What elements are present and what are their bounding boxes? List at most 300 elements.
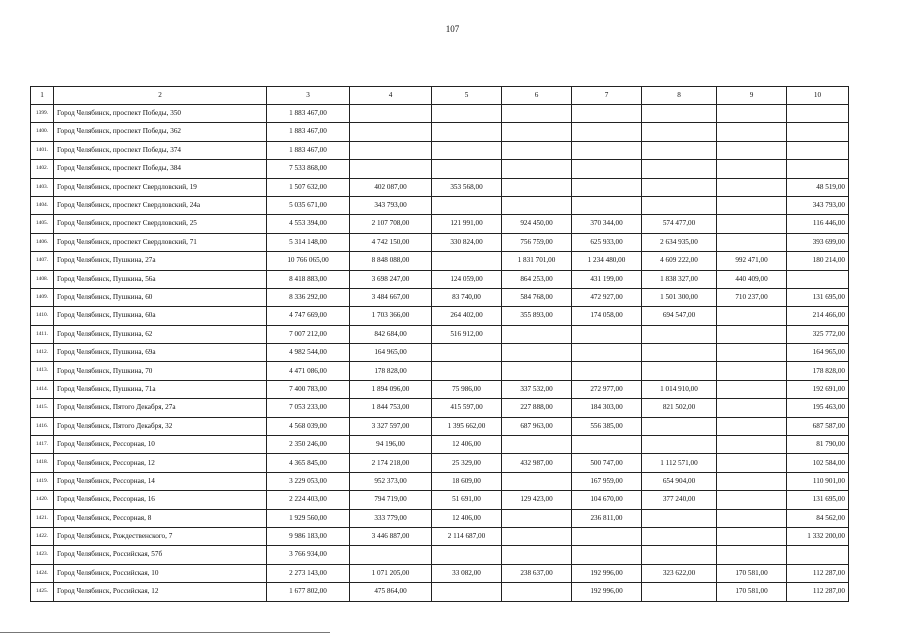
amount-cell: 164 965,00: [350, 344, 432, 362]
row-number-cell: 1405.: [31, 215, 54, 233]
row-number-cell: 1415.: [31, 399, 54, 417]
address-cell: Город Челябинск, Пушкина, 71а: [54, 380, 267, 398]
amount-cell: [432, 123, 502, 141]
amount-cell: 475 864,00: [350, 583, 432, 601]
amount-cell: [502, 123, 572, 141]
amount-cell: 323 622,00: [642, 564, 717, 582]
amount-cell: 18 609,00: [432, 472, 502, 490]
amount-cell: 7 400 783,00: [267, 380, 350, 398]
amount-cell: [787, 160, 849, 178]
table-row: [31, 178, 849, 196]
amount-cell: 516 912,00: [432, 325, 502, 343]
amount-cell: 2 350 246,00: [267, 436, 350, 454]
amount-cell: 4 609 222,00: [642, 252, 717, 270]
table-row: [31, 527, 849, 545]
row-number-cell: 1408.: [31, 270, 54, 288]
amount-cell: [572, 436, 642, 454]
amount-cell: 3 698 247,00: [350, 270, 432, 288]
amount-cell: [572, 344, 642, 362]
amount-cell: [502, 105, 572, 123]
row-number-cell: 1404.: [31, 196, 54, 214]
amount-cell: 167 959,00: [572, 472, 642, 490]
amount-cell: [572, 141, 642, 159]
amount-cell: 25 329,00: [432, 454, 502, 472]
amount-cell: 112 287,00: [787, 564, 849, 582]
row-number-cell: 1421.: [31, 509, 54, 527]
row-number-cell: 1399.: [31, 105, 54, 123]
amount-cell: 333 779,00: [350, 509, 432, 527]
amount-cell: 131 695,00: [787, 288, 849, 306]
address-cell: Город Челябинск, проспект Свердловский, 19: [54, 178, 267, 196]
address-cell: Город Челябинск, проспект Победы, 362: [54, 123, 267, 141]
column-header: 2: [54, 87, 267, 105]
address-cell: Город Челябинск, Рессорная, 12: [54, 454, 267, 472]
amount-cell: 8 418 883,00: [267, 270, 350, 288]
address-cell: Город Челябинск, проспект Свердловский, 25: [54, 215, 267, 233]
table-row: [31, 472, 849, 490]
address-cell: Город Челябинск, Рессорная, 16: [54, 491, 267, 509]
amount-cell: 104 670,00: [572, 491, 642, 509]
amount-cell: [717, 491, 787, 509]
amount-cell: 33 082,00: [432, 564, 502, 582]
amount-cell: 343 793,00: [350, 196, 432, 214]
address-cell: Город Челябинск, Пушкина, 70: [54, 362, 267, 380]
amount-cell: 821 502,00: [642, 399, 717, 417]
amount-cell: 184 303,00: [572, 399, 642, 417]
amount-cell: 2 273 143,00: [267, 564, 350, 582]
amount-cell: 584 768,00: [502, 288, 572, 306]
amount-cell: [717, 307, 787, 325]
amount-cell: 1 071 205,00: [350, 564, 432, 582]
amount-cell: [350, 105, 432, 123]
amount-cell: 8 848 088,00: [350, 252, 432, 270]
table-row: [31, 160, 849, 178]
table-row: [31, 196, 849, 214]
amount-cell: [642, 436, 717, 454]
amount-cell: 432 987,00: [502, 454, 572, 472]
amount-cell: 7 007 212,00: [267, 325, 350, 343]
address-cell: Город Челябинск, Рессорная, 10: [54, 436, 267, 454]
amount-cell: 1 894 096,00: [350, 380, 432, 398]
amount-cell: [717, 527, 787, 545]
amount-cell: [642, 527, 717, 545]
amount-cell: 1 831 701,00: [502, 252, 572, 270]
table-row: [31, 509, 849, 527]
amount-cell: 2 634 935,00: [642, 233, 717, 251]
amount-cell: [432, 252, 502, 270]
address-cell: Город Челябинск, проспект Свердловский, 24а: [54, 196, 267, 214]
amount-cell: 84 562,00: [787, 509, 849, 527]
address-cell: Город Челябинск, Пушкина, 60: [54, 288, 267, 306]
amount-cell: 355 893,00: [502, 307, 572, 325]
row-number-cell: 1403.: [31, 178, 54, 196]
amount-cell: 174 058,00: [572, 307, 642, 325]
amount-cell: 574 477,00: [642, 215, 717, 233]
table-row: [31, 307, 849, 325]
address-cell: Город Челябинск, Пушкина, 62: [54, 325, 267, 343]
amount-cell: [717, 546, 787, 564]
row-number-cell: 1416.: [31, 417, 54, 435]
header-row: [31, 87, 849, 105]
amount-cell: 4 742 150,00: [350, 233, 432, 251]
page-number: 107: [445, 24, 460, 34]
amount-cell: [432, 196, 502, 214]
column-header: 7: [572, 87, 642, 105]
table-row: [31, 362, 849, 380]
address-cell: Город Челябинск, Пушкина, 56а: [54, 270, 267, 288]
amount-cell: [502, 527, 572, 545]
column-header: 8: [642, 87, 717, 105]
amount-cell: 195 463,00: [787, 399, 849, 417]
amount-cell: [432, 105, 502, 123]
amount-cell: [717, 380, 787, 398]
amount-cell: [432, 141, 502, 159]
amount-cell: 2 224 403,00: [267, 491, 350, 509]
table-row: [31, 491, 849, 509]
amount-cell: [502, 436, 572, 454]
amount-cell: [432, 546, 502, 564]
table-row: [31, 546, 849, 564]
amount-cell: 1 929 560,00: [267, 509, 350, 527]
amount-cell: 343 793,00: [787, 196, 849, 214]
amount-cell: 1 883 467,00: [267, 141, 350, 159]
amount-cell: 180 214,00: [787, 252, 849, 270]
amount-cell: [642, 141, 717, 159]
amount-cell: [432, 160, 502, 178]
row-number-cell: 1420.: [31, 491, 54, 509]
amount-cell: 8 336 292,00: [267, 288, 350, 306]
amount-cell: [572, 325, 642, 343]
address-cell: Город Челябинск, Российская, 12: [54, 583, 267, 601]
address-cell: Город Челябинск, Рессорная, 8: [54, 509, 267, 527]
amount-cell: 4 553 394,00: [267, 215, 350, 233]
amount-cell: [502, 178, 572, 196]
amount-cell: [642, 325, 717, 343]
amount-cell: [717, 509, 787, 527]
table-row: [31, 288, 849, 306]
table-row: [31, 233, 849, 251]
table-row: [31, 583, 849, 601]
amount-cell: 4 747 669,00: [267, 307, 350, 325]
amount-cell: 4 982 544,00: [267, 344, 350, 362]
amount-cell: [717, 454, 787, 472]
amount-cell: [642, 344, 717, 362]
row-number-cell: 1402.: [31, 160, 54, 178]
amount-cell: 415 597,00: [432, 399, 502, 417]
amount-cell: 272 977,00: [572, 380, 642, 398]
amount-cell: 7 053 233,00: [267, 399, 350, 417]
amount-cell: 472 927,00: [572, 288, 642, 306]
amount-cell: 864 253,00: [502, 270, 572, 288]
amount-cell: [717, 215, 787, 233]
amount-cell: 431 199,00: [572, 270, 642, 288]
amount-cell: [502, 509, 572, 527]
amount-cell: 12 406,00: [432, 509, 502, 527]
amount-cell: 178 828,00: [787, 362, 849, 380]
amount-cell: 4 365 845,00: [267, 454, 350, 472]
amount-cell: 337 532,00: [502, 380, 572, 398]
row-number-cell: 1409.: [31, 288, 54, 306]
table-row: [31, 105, 849, 123]
amount-cell: [717, 325, 787, 343]
amount-cell: [717, 233, 787, 251]
amount-cell: [350, 160, 432, 178]
amount-cell: 1 014 910,00: [642, 380, 717, 398]
amount-cell: [717, 417, 787, 435]
address-cell: Город Челябинск, Пятого Декабря, 27а: [54, 399, 267, 417]
amount-cell: [350, 123, 432, 141]
amount-cell: 81 790,00: [787, 436, 849, 454]
amount-cell: 500 747,00: [572, 454, 642, 472]
amount-cell: 370 344,00: [572, 215, 642, 233]
amount-cell: [502, 141, 572, 159]
amount-cell: 654 904,00: [642, 472, 717, 490]
amount-cell: [572, 178, 642, 196]
amount-cell: 1 501 300,00: [642, 288, 717, 306]
amount-cell: 330 824,00: [432, 233, 502, 251]
amount-cell: [572, 196, 642, 214]
address-cell: Город Челябинск, Рессорная, 14: [54, 472, 267, 490]
amount-cell: [717, 362, 787, 380]
address-cell: Город Челябинск, Пушкина, 60а: [54, 307, 267, 325]
table-row: [31, 564, 849, 582]
column-header: 6: [502, 87, 572, 105]
row-number-cell: 1410.: [31, 307, 54, 325]
amount-cell: [502, 325, 572, 343]
amount-cell: 3 446 887,00: [350, 527, 432, 545]
amount-cell: 124 059,00: [432, 270, 502, 288]
amount-cell: 129 423,00: [502, 491, 572, 509]
amount-cell: [502, 472, 572, 490]
amount-cell: [572, 362, 642, 380]
amount-cell: [432, 344, 502, 362]
amount-cell: 12 406,00: [432, 436, 502, 454]
amount-cell: [787, 141, 849, 159]
amount-cell: 3 327 597,00: [350, 417, 432, 435]
amount-cell: 756 759,00: [502, 233, 572, 251]
amount-cell: 51 691,00: [432, 491, 502, 509]
amount-cell: [642, 123, 717, 141]
address-cell: Город Челябинск, Российская, 57б: [54, 546, 267, 564]
amount-cell: 1 838 327,00: [642, 270, 717, 288]
table-row: [31, 344, 849, 362]
row-number-cell: 1418.: [31, 454, 54, 472]
amount-cell: 121 991,00: [432, 215, 502, 233]
amount-cell: 236 811,00: [572, 509, 642, 527]
table-row: [31, 380, 849, 398]
address-cell: Город Челябинск, Пятого Декабря, 32: [54, 417, 267, 435]
amount-cell: 2 174 218,00: [350, 454, 432, 472]
table-row: [31, 270, 849, 288]
amount-cell: 192 996,00: [572, 564, 642, 582]
amount-cell: 377 240,00: [642, 491, 717, 509]
amount-cell: [642, 362, 717, 380]
amount-cell: [502, 362, 572, 380]
row-number-cell: 1414.: [31, 380, 54, 398]
amount-cell: [717, 436, 787, 454]
amount-cell: [502, 344, 572, 362]
amount-cell: [717, 196, 787, 214]
amount-cell: [787, 270, 849, 288]
amount-cell: 170 581,00: [717, 583, 787, 601]
row-number-cell: 1407.: [31, 252, 54, 270]
amount-cell: 992 471,00: [717, 252, 787, 270]
amount-cell: [787, 123, 849, 141]
amount-cell: [502, 160, 572, 178]
amount-cell: [642, 583, 717, 601]
column-header: 5: [432, 87, 502, 105]
amount-cell: 794 719,00: [350, 491, 432, 509]
row-number-cell: 1417.: [31, 436, 54, 454]
amount-cell: 192 996,00: [572, 583, 642, 601]
register-table: [30, 86, 849, 602]
amount-cell: [502, 546, 572, 564]
table-row: [31, 399, 849, 417]
amount-cell: 3 484 667,00: [350, 288, 432, 306]
amount-cell: 116 446,00: [787, 215, 849, 233]
amount-cell: [642, 178, 717, 196]
amount-cell: 556 385,00: [572, 417, 642, 435]
amount-cell: [572, 546, 642, 564]
amount-cell: [642, 196, 717, 214]
amount-cell: [717, 160, 787, 178]
table-row: [31, 436, 849, 454]
amount-cell: 7 533 868,00: [267, 160, 350, 178]
address-cell: Город Челябинск, Пушкина, 27а: [54, 252, 267, 270]
amount-cell: 112 287,00: [787, 583, 849, 601]
amount-cell: [642, 417, 717, 435]
column-header: 10: [787, 87, 849, 105]
address-cell: Город Челябинск, проспект Победы, 350: [54, 105, 267, 123]
amount-cell: [502, 583, 572, 601]
row-number-cell: 1406.: [31, 233, 54, 251]
address-cell: Город Челябинск, Российская, 10: [54, 564, 267, 582]
amount-cell: 2 114 687,00: [432, 527, 502, 545]
amount-cell: 952 373,00: [350, 472, 432, 490]
amount-cell: 1 332 200,00: [787, 527, 849, 545]
amount-cell: 694 547,00: [642, 307, 717, 325]
amount-cell: [642, 105, 717, 123]
address-cell: Город Челябинск, проспект Победы, 384: [54, 160, 267, 178]
amount-cell: 214 466,00: [787, 307, 849, 325]
column-header: 4: [350, 87, 432, 105]
table-row: [31, 123, 849, 141]
row-number-cell: 1424.: [31, 564, 54, 582]
column-header: 9: [717, 87, 787, 105]
amount-cell: 227 888,00: [502, 399, 572, 417]
amount-cell: 83 740,00: [432, 288, 502, 306]
row-number-cell: 1423.: [31, 546, 54, 564]
amount-cell: 842 684,00: [350, 325, 432, 343]
address-cell: Город Челябинск, проспект Победы, 374: [54, 141, 267, 159]
amount-cell: 170 581,00: [717, 564, 787, 582]
column-header: 3: [267, 87, 350, 105]
amount-cell: [350, 141, 432, 159]
amount-cell: 687 963,00: [502, 417, 572, 435]
amount-cell: 393 699,00: [787, 233, 849, 251]
amount-cell: 192 691,00: [787, 380, 849, 398]
amount-cell: 131 695,00: [787, 491, 849, 509]
amount-cell: 4 568 039,00: [267, 417, 350, 435]
amount-cell: 10 766 065,00: [267, 252, 350, 270]
amount-cell: [572, 160, 642, 178]
amount-cell: 402 087,00: [350, 178, 432, 196]
amount-cell: 1 844 753,00: [350, 399, 432, 417]
amount-cell: 3 229 053,00: [267, 472, 350, 490]
amount-cell: 1 234 480,00: [572, 252, 642, 270]
row-number-cell: 1419.: [31, 472, 54, 490]
amount-cell: 1 883 467,00: [267, 123, 350, 141]
table-row: [31, 325, 849, 343]
amount-cell: 9 986 183,00: [267, 527, 350, 545]
amount-cell: 48 519,00: [787, 178, 849, 196]
amount-cell: [502, 196, 572, 214]
column-header: 1: [31, 87, 54, 105]
amount-cell: 3 766 934,00: [267, 546, 350, 564]
table-row: [31, 141, 849, 159]
amount-cell: 75 986,00: [432, 380, 502, 398]
amount-cell: 264 402,00: [432, 307, 502, 325]
amount-cell: [787, 105, 849, 123]
amount-cell: 94 196,00: [350, 436, 432, 454]
amount-cell: [642, 160, 717, 178]
footer-line: [0, 632, 330, 633]
amount-cell: 164 965,00: [787, 344, 849, 362]
amount-cell: [350, 546, 432, 564]
amount-cell: [787, 546, 849, 564]
amount-cell: 2 107 708,00: [350, 215, 432, 233]
amount-cell: 687 587,00: [787, 417, 849, 435]
amount-cell: [717, 105, 787, 123]
amount-cell: 1 395 662,00: [432, 417, 502, 435]
amount-cell: [717, 178, 787, 196]
address-cell: Город Челябинск, Пушкина, 69а: [54, 344, 267, 362]
table-row: [31, 252, 849, 270]
amount-cell: 5 314 148,00: [267, 233, 350, 251]
amount-cell: [717, 123, 787, 141]
amount-cell: 110 901,00: [787, 472, 849, 490]
amount-cell: [432, 362, 502, 380]
amount-cell: 1 507 632,00: [267, 178, 350, 196]
amount-cell: 440 409,00: [717, 270, 787, 288]
row-number-cell: 1411.: [31, 325, 54, 343]
address-cell: Город Челябинск, проспект Свердловский, 71: [54, 233, 267, 251]
amount-cell: 710 237,00: [717, 288, 787, 306]
row-number-cell: 1400.: [31, 123, 54, 141]
address-cell: Город Челябинск, Рождественского, 7: [54, 527, 267, 545]
amount-cell: [717, 399, 787, 417]
table-row: [31, 215, 849, 233]
amount-cell: [717, 344, 787, 362]
row-number-cell: 1401.: [31, 141, 54, 159]
amount-cell: 1 703 366,00: [350, 307, 432, 325]
amount-cell: [572, 105, 642, 123]
amount-cell: [717, 141, 787, 159]
amount-cell: [717, 472, 787, 490]
amount-cell: 178 828,00: [350, 362, 432, 380]
row-number-cell: 1412.: [31, 344, 54, 362]
amount-cell: [432, 583, 502, 601]
amount-cell: 102 584,00: [787, 454, 849, 472]
amount-cell: [572, 527, 642, 545]
amount-cell: 353 568,00: [432, 178, 502, 196]
amount-cell: 625 933,00: [572, 233, 642, 251]
amount-cell: 238 637,00: [502, 564, 572, 582]
table-row: [31, 417, 849, 435]
row-number-cell: 1425.: [31, 583, 54, 601]
amount-cell: 1 112 571,00: [642, 454, 717, 472]
amount-cell: 1 883 467,00: [267, 105, 350, 123]
